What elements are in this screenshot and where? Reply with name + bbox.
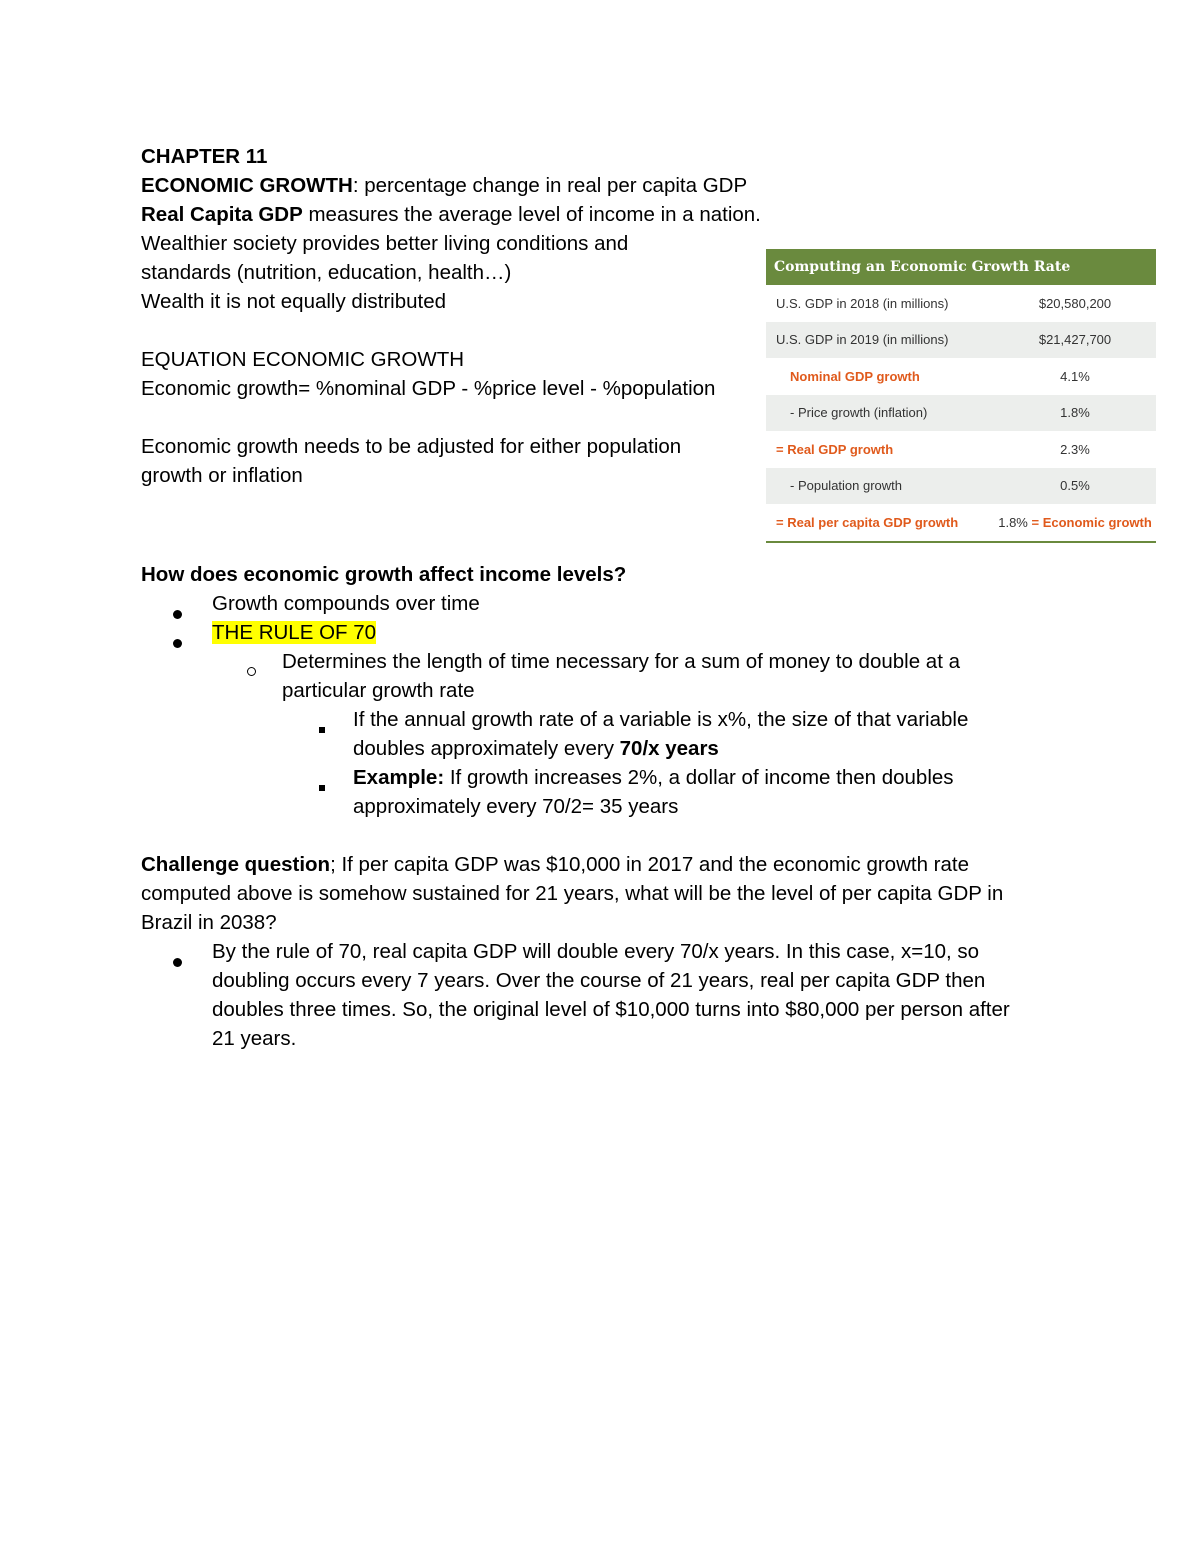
- row-label: U.S. GDP in 2018 (in millions): [776, 295, 949, 311]
- list-item: [141, 705, 1061, 763]
- table-row: [766, 395, 1156, 432]
- row-value: $21,427,700: [1038, 332, 1112, 348]
- row-value: 2.3%: [1060, 441, 1090, 457]
- row-value: 1.8%: [1060, 405, 1090, 421]
- table-row: [766, 285, 1156, 322]
- question-title: How does economic growth affect income levels?: [141, 563, 627, 586]
- economic-growth-definition: [141, 171, 1061, 200]
- economic-growth-def: : percentage change in real per capita GDP: [352, 174, 748, 197]
- equation-formula: Economic growth= %nominal GDP - %price level - %population: [141, 377, 716, 400]
- growth-rate-table: [766, 249, 1156, 543]
- row-value-number: 1.8%: [998, 514, 1028, 530]
- row-value: 4.1%: [1060, 368, 1090, 384]
- table-bottom-rule: [766, 541, 1156, 543]
- list-item: [141, 647, 1061, 705]
- list-item: [141, 763, 1061, 821]
- table-row: [766, 468, 1156, 505]
- example-text: If growth increases 2%, a dollar of income then doubles: [444, 766, 954, 789]
- chapter-heading: CHAPTER 11: [141, 145, 268, 168]
- list-item: [141, 589, 1061, 618]
- row-label: Nominal GDP growth: [790, 368, 920, 384]
- rule-of-70-highlight: THE RULE OF 70: [212, 621, 377, 644]
- square-bullet-icon: [319, 714, 325, 743]
- wealth-line-2: standards (nutrition, education, health…): [141, 261, 512, 284]
- row-label: - Population growth: [790, 478, 903, 494]
- row-value-suffix: = Economic growth: [1031, 514, 1152, 530]
- row-value: 0.5%: [1060, 478, 1090, 494]
- adjust-line-1: Economic growth needs to be adjusted for either population: [141, 435, 682, 458]
- challenge-line-2: computed above is somehow sustained for 21 years, what will be the level of per capita GDP in: [141, 882, 1004, 905]
- list-item: [141, 937, 1061, 1053]
- challenge-term: Challenge question: [141, 853, 331, 876]
- real-capita-gdp-definition: [141, 200, 1061, 229]
- example-line-2: approximately every 70/2= 35 years: [353, 795, 679, 818]
- rule-definition-line-2: particular growth rate: [282, 679, 475, 702]
- answer-line-4: 21 years.: [212, 1027, 297, 1050]
- circle-bullet-icon: [247, 656, 256, 685]
- answer-line-3: doubles three times. So, the original level of $10,000 turns into $80,000 per person after: [212, 998, 1010, 1021]
- list-item: [141, 618, 1061, 647]
- rule-definition-line-1: Determines the length of time necessary for a sum of money to double at a: [282, 650, 960, 673]
- row-label: - Price growth (inflation): [790, 405, 928, 421]
- real-capita-gdp-term: Real Capita GDP: [141, 203, 303, 226]
- answer-line-1: By the rule of 70, real capita GDP will double every 70/x years. In this case, x=10, so: [212, 940, 980, 963]
- bullet-icon: [173, 947, 182, 976]
- example-term: Example:: [353, 766, 445, 789]
- economic-growth-term: ECONOMIC GROWTH: [141, 174, 353, 197]
- challenge-line-3: Brazil in 2038?: [141, 911, 277, 934]
- bullet-growth-compounds: Growth compounds over time: [212, 592, 480, 615]
- challenge-line-1: [141, 850, 1061, 879]
- challenge-text: ; If per capita GDP was $10,000 in 2017 and the economic growth rate: [330, 853, 970, 876]
- row-label: = Real per capita GDP growth: [776, 514, 959, 530]
- row-label: = Real GDP growth: [776, 441, 894, 457]
- rule-detail-line-1: If the annual growth rate of a variable is x%, the size of that variable: [353, 708, 969, 731]
- rule-detail-line-2: [353, 734, 1061, 763]
- row-value: [994, 515, 1156, 530]
- table-row: [766, 431, 1156, 468]
- example-line-1: [353, 763, 1061, 792]
- square-bullet-icon: [319, 772, 325, 801]
- real-capita-gdp-def: measures the average level of income in a nation.: [302, 203, 761, 226]
- answer-line-2: doubling occurs every 7 years. Over the course of 21 years, real per capita GDP then: [212, 969, 986, 992]
- table-row: [766, 358, 1156, 395]
- table-row: [766, 322, 1156, 359]
- rule-detail-bold: 70/x years: [619, 737, 719, 760]
- equation-title: EQUATION ECONOMIC GROWTH: [141, 348, 465, 371]
- wealth-line-3: Wealth it is not equally distributed: [141, 290, 447, 313]
- rule-detail-text: doubles approximately every: [353, 737, 620, 760]
- row-label: U.S. GDP in 2019 (in millions): [776, 332, 949, 348]
- row-value: $20,580,200: [1038, 295, 1112, 311]
- table-row: [766, 504, 1156, 541]
- wealth-line-1: Wealthier society provides better living conditions and: [141, 232, 629, 255]
- adjust-line-2: growth or inflation: [141, 464, 303, 487]
- table-title: Computing an Economic Growth Rate: [766, 249, 1156, 285]
